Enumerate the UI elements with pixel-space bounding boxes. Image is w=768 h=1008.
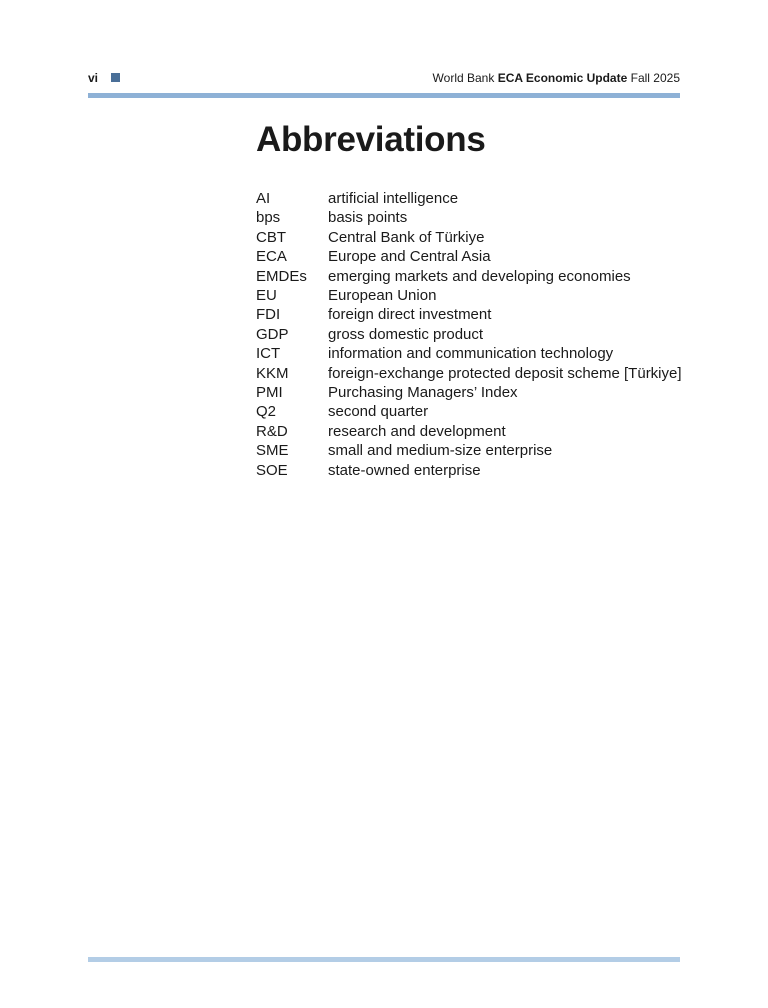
abbreviation-term: GDP (256, 325, 289, 343)
abbreviation-term: AI (256, 190, 271, 207)
running-head-edition: Fall 2025 (630, 71, 680, 85)
abbreviation-row (256, 267, 682, 286)
abbreviation-definition: foreign direct investment (328, 306, 492, 324)
abbreviation-definition: Purchasing Managers’ Index (328, 384, 518, 402)
abbreviation-row (256, 305, 682, 324)
abbreviation-term: FDI (256, 306, 281, 324)
abbreviation-term: CBT (256, 228, 286, 246)
abbreviation-term: bps (256, 209, 281, 227)
abbreviation-definition: information and communication technology (328, 345, 614, 363)
abbreviation-row (256, 228, 682, 247)
abbreviation-term: SOE (256, 461, 288, 479)
abbreviation-definition: Central Bank of Türkiye (328, 228, 485, 246)
page-title: Abbreviations (256, 120, 486, 159)
abbreviation-term: ICT (256, 345, 281, 363)
abbreviation-row (256, 441, 682, 460)
abbreviation-term: R&D (256, 422, 288, 440)
abbreviation-definition: gross domestic product (328, 325, 484, 343)
abbreviation-row (256, 383, 682, 402)
abbreviation-term: ECA (256, 248, 287, 266)
abbreviation-definition: European Union (328, 287, 437, 305)
abbreviation-term: EMDEs (256, 267, 307, 285)
header-square-marker (111, 73, 120, 82)
abbreviation-row (256, 344, 682, 363)
abbreviation-row (256, 422, 682, 441)
abbreviation-row (256, 189, 682, 208)
abbreviation-row (256, 286, 682, 305)
abbreviation-definition: second quarter (328, 403, 429, 421)
abbreviation-row (256, 247, 682, 266)
abbreviation-definition: basis points (328, 209, 408, 227)
abbreviation-definition: emerging markets and developing economies (328, 267, 631, 285)
abbreviation-definition: research and development (328, 422, 506, 440)
abbreviation-row (256, 402, 682, 421)
page-number: vi (88, 71, 99, 85)
footer-rule (88, 957, 680, 962)
abbreviation-term: SME (256, 442, 289, 460)
running-head-publisher: World Bank (432, 71, 495, 85)
abbreviation-row (256, 325, 682, 344)
header-rule (88, 93, 680, 98)
abbreviation-definition: artificial intelligence (328, 190, 459, 207)
running-head (433, 71, 680, 85)
abbreviation-row (256, 208, 682, 227)
abbreviation-definition: small and medium-size enterprise (328, 442, 553, 460)
abbreviations-list (256, 189, 682, 480)
abbreviation-term: EU (256, 287, 277, 305)
abbreviation-definition: state-owned enterprise (328, 461, 481, 479)
abbreviation-term: KKM (256, 364, 289, 382)
abbreviation-row (256, 364, 682, 383)
abbreviation-term: PMI (256, 384, 283, 402)
abbreviation-definition: foreign-exchange protected deposit scheme [Türkiye] (328, 364, 682, 382)
running-head-report-title: ECA Economic Update (497, 71, 628, 85)
abbreviation-term: Q2 (256, 403, 277, 421)
abbreviation-definition: Europe and Central Asia (328, 248, 491, 266)
abbreviation-row (256, 461, 682, 480)
